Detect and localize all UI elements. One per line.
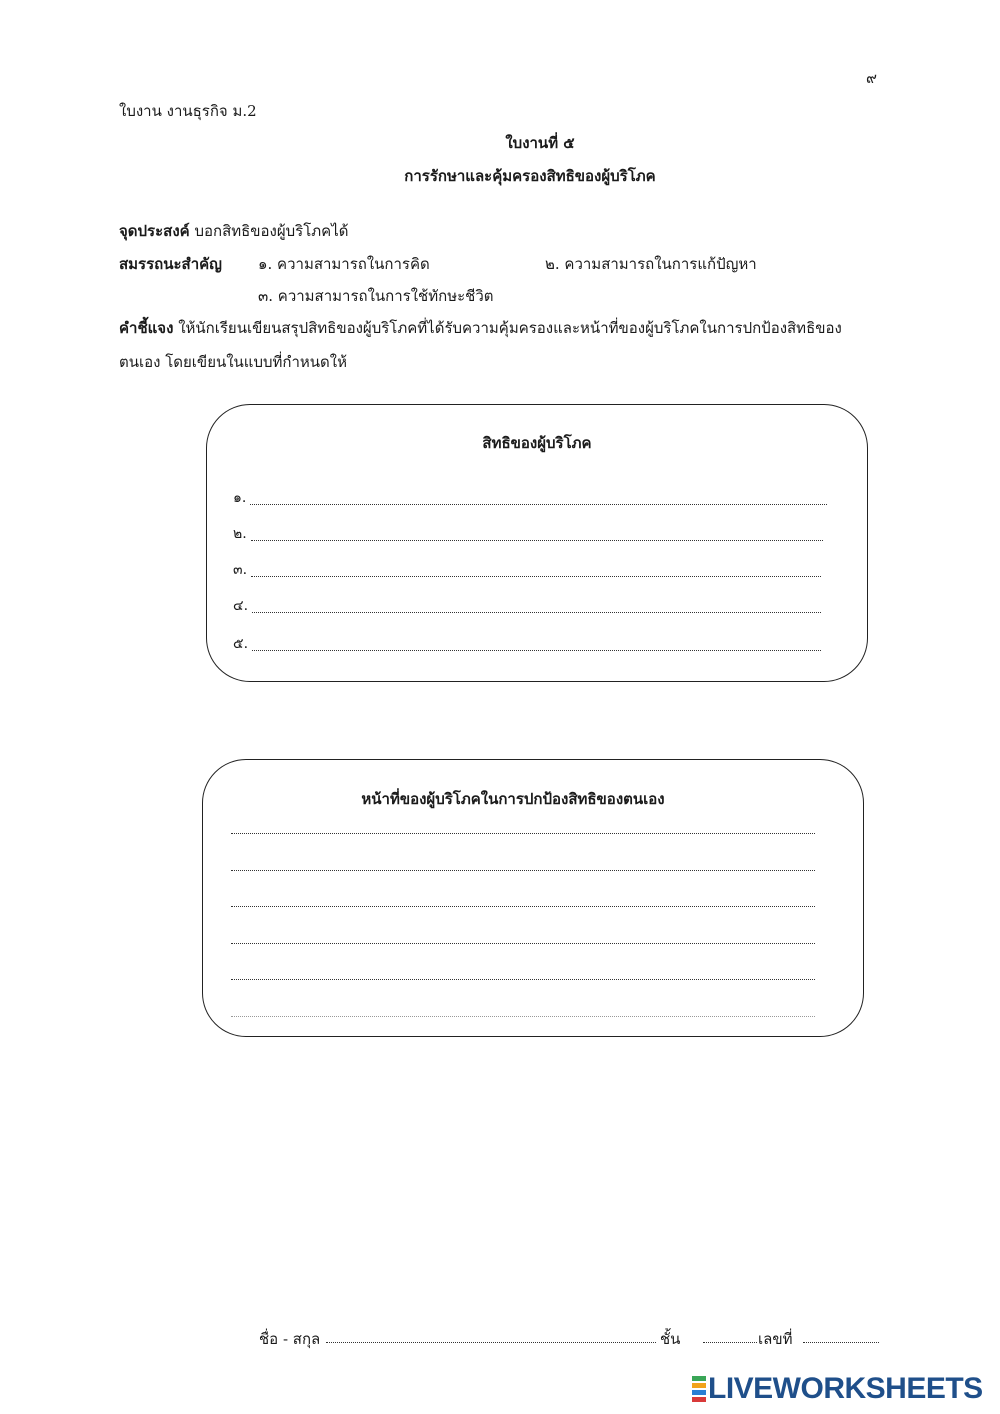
competency-item-3: ๓. ความสามารถในการใช้ทักษะชีวิต	[258, 287, 494, 305]
liveworksheets-logo	[692, 1372, 983, 1406]
duties-line-4[interactable]	[231, 942, 815, 944]
competency-item-1: ๑. ความสามารถในการคิด	[258, 255, 430, 273]
header-subject: ใบงาน งานธุรกิจ ม.2	[119, 102, 257, 120]
name-input-line[interactable]	[326, 1341, 656, 1343]
rights-number-1: ๑.	[233, 490, 247, 506]
footer-name-label: ชื่อ - สกุล	[259, 1330, 321, 1348]
rights-number-3: ๓.	[233, 562, 248, 578]
objective	[119, 219, 349, 243]
page-number: ๙	[866, 69, 877, 87]
liveworksheets-text: LIVEWORKSHEETS	[708, 1372, 983, 1405]
rights-line-3[interactable]	[233, 559, 821, 581]
rights-line-4[interactable]	[233, 595, 821, 617]
rights-box-title: สิทธิของผู้บริโภค	[482, 434, 592, 452]
duties-line-3[interactable]	[231, 905, 815, 907]
objective-text: บอกสิทธิของผู้บริโภคได้	[194, 222, 349, 240]
rights-box	[206, 404, 868, 682]
instruction-label: คำชี้แจง	[119, 319, 174, 337]
duties-line-1[interactable]	[231, 832, 815, 834]
footer-number-label: เลขที่	[758, 1330, 793, 1348]
duties-line-2[interactable]	[231, 869, 815, 871]
rights-number-2: ๒.	[233, 526, 247, 542]
rights-line-1[interactable]	[233, 487, 827, 509]
duties-line-5[interactable]	[231, 978, 815, 980]
duties-box	[202, 759, 864, 1037]
instruction	[119, 316, 842, 340]
worksheet-title: ใบงานที่ ๕	[505, 134, 575, 152]
rights-number-5: ๕.	[233, 636, 249, 652]
duties-box-title: หน้าที่ของผู้บริโภคในการปกป้องสิทธิของตนเอง	[361, 790, 665, 808]
competency-label: สมรรถนะสำคัญ	[119, 255, 222, 273]
competency-item-2: ๒. ความสามารถในการแก้ปัญหา	[545, 255, 757, 273]
rights-line-2[interactable]	[233, 523, 823, 545]
instruction-line-2: ตนเอง โดยเขียนในแบบที่กำหนดให้	[119, 353, 348, 371]
worksheet-subtitle: การรักษาและคุ้มครองสิทธิของผู้บริโภค	[404, 167, 656, 185]
duties-line-6[interactable]	[231, 1015, 815, 1017]
rights-line-5[interactable]	[233, 633, 821, 655]
liveworksheets-icon	[692, 1375, 706, 1403]
footer-class-label: ชั้น	[660, 1330, 681, 1348]
objective-label: จุดประสงค์	[119, 222, 190, 240]
number-input-line[interactable]	[803, 1341, 879, 1343]
instruction-line-1: ให้นักเรียนเขียนสรุปสิทธิของผู้บริโภคที่ได้รับความคุ้มครองและหน้าที่ของผู้บริโภคในการปกป้องสิทธิของ	[178, 319, 842, 337]
class-input-line[interactable]	[703, 1341, 757, 1343]
rights-number-4: ๔.	[233, 598, 249, 614]
